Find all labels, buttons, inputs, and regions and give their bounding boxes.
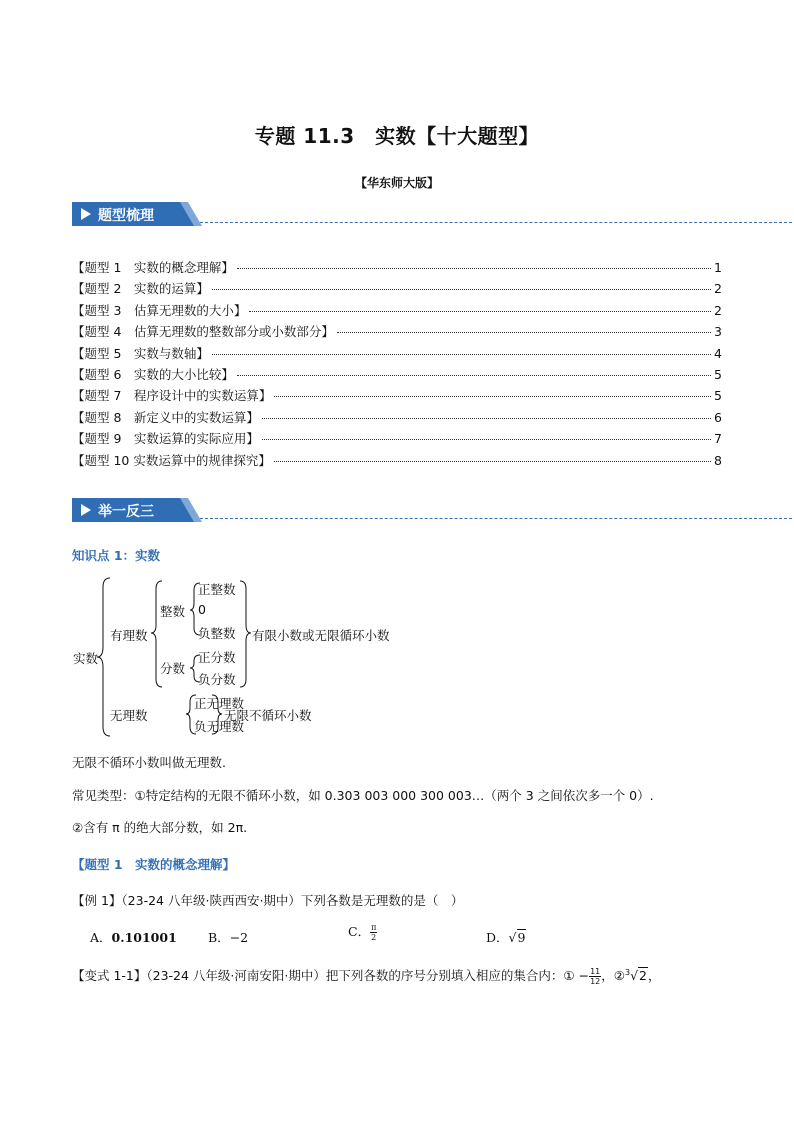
tree-pos-frac: 正分数 xyxy=(198,650,236,665)
toc-item-label: 【题型 5 实数与数轴】 xyxy=(72,345,209,361)
tree-pos-int: 正整数 xyxy=(198,582,236,597)
common-type-2: ②含有 π 的绝大部分数，如 2π. xyxy=(72,820,248,835)
variant-1-1 xyxy=(72,966,661,986)
toc-item-page: 1 xyxy=(714,260,722,275)
classification-tree xyxy=(70,575,470,745)
toc-item[interactable] xyxy=(72,322,722,343)
toc-item-page: 6 xyxy=(714,409,722,425)
toc-item-label: 【题型 6 实数的大小比较】 xyxy=(72,366,234,382)
irrational-definition: 无限不循环小数叫做无理数. xyxy=(72,755,226,770)
toc-item-label: 【题型 9 实数运算的实际应用】 xyxy=(72,431,259,447)
minus-sign: − xyxy=(578,968,590,983)
toc-item[interactable] xyxy=(72,301,722,322)
option-c[interactable] xyxy=(348,922,377,942)
tree-fraction: 分数 xyxy=(160,661,186,676)
option-a-value: 0.101001 xyxy=(111,930,177,945)
section-label: 题型梳理 xyxy=(98,208,154,224)
toc-item-label: 【题型 4 估算无理数的整数部分或小数部分】 xyxy=(72,324,334,340)
toc-item[interactable] xyxy=(72,386,722,407)
tree-neg-int: 负整数 xyxy=(198,626,236,641)
type1-heading: 【题型 1 实数的概念理解】 xyxy=(72,857,236,872)
example-1: 【例 1】（23-24 八年级·陕西西安·期中）下列各数是无理数的是（ ） xyxy=(72,893,464,908)
table-of-contents xyxy=(72,258,722,472)
toc-item[interactable] xyxy=(72,344,722,365)
common-type-1: 常见类型：①特定结构的无限不循环小数，如 0.303 003 000 300 003…（两个 3 之间依次多一个 0）. xyxy=(72,788,654,803)
option-a-label: A． xyxy=(90,930,112,945)
toc-item[interactable] xyxy=(72,451,722,472)
option-b-label: B． xyxy=(208,930,230,945)
dashed-divider xyxy=(200,518,792,519)
tree-root: 实数 xyxy=(73,651,99,666)
toc-item-page: 3 xyxy=(714,324,722,340)
toc-item[interactable] xyxy=(72,429,722,450)
section-label: 举一反三 xyxy=(98,504,154,520)
toc-item[interactable] xyxy=(72,279,722,300)
tree-zero: 0 xyxy=(198,602,206,617)
tree-irrational-desc: 无限不循环小数 xyxy=(224,708,312,723)
knowledge-heading: 知识点 1：实数 xyxy=(72,548,161,563)
dashed-divider xyxy=(200,222,792,223)
option-d-label: D． xyxy=(486,930,509,945)
toc-item-label: 【题型 1 实数的概念理解】 xyxy=(72,260,234,275)
variant-fraction: $\frac{11}{12}$ xyxy=(590,967,601,986)
toc-item-label: 【题型 3 估算无理数的大小】 xyxy=(72,302,247,318)
variant-end: ， xyxy=(647,968,661,983)
toc-item[interactable] xyxy=(72,365,722,386)
tree-neg-irr: 负无理数 xyxy=(194,719,245,734)
option-c-label: C． xyxy=(348,924,371,939)
play-icon xyxy=(81,208,91,220)
toc-item[interactable] xyxy=(72,258,722,279)
toc-item-page: 5 xyxy=(714,388,722,404)
tree-rational-desc: 有限小数或无限循环小数 xyxy=(252,628,390,643)
page-title: 专题 11.3 实数【十大题型】 xyxy=(254,124,540,148)
toc-item-label: 【题型 2 实数的运算】 xyxy=(72,281,209,297)
option-d[interactable] xyxy=(486,928,526,946)
toc-item-page: 8 xyxy=(714,452,722,468)
toc-item-page: 7 xyxy=(714,431,722,447)
toc-item-page: 2 xyxy=(714,302,722,318)
tree-pos-irr: 正无理数 xyxy=(194,696,245,711)
edition-label: 【华东师大版】 xyxy=(354,176,439,190)
tree-irrational: 无理数 xyxy=(110,708,148,723)
toc-item-page: 5 xyxy=(714,366,722,382)
tree-rational: 有理数 xyxy=(110,628,148,643)
variant-cube-root: $^3$√2 xyxy=(624,967,647,983)
option-a[interactable] xyxy=(90,928,177,946)
variant-mid: ，② xyxy=(601,968,625,983)
option-c-fraction: $\frac{\pi}{2}$ xyxy=(371,923,377,942)
play-icon xyxy=(81,504,91,516)
option-d-sqrt: √9 xyxy=(508,930,526,945)
tree-neg-frac: 负分数 xyxy=(198,672,236,687)
toc-item-page: 4 xyxy=(714,345,722,361)
option-b[interactable] xyxy=(208,928,248,946)
tree-integer: 整数 xyxy=(160,604,186,619)
toc-item-label: 【题型 8 新定义中的实数运算】 xyxy=(72,409,259,425)
variant-text: 【变式 1-1】（23-24 八年级·河南安阳·期中）把下列各数的序号分别填入相应的集合内：① xyxy=(72,968,575,983)
toc-item-page: 2 xyxy=(714,281,722,297)
toc-item-label: 【题型 10 实数运算中的规律探究】 xyxy=(72,452,271,468)
toc-item-label: 【题型 7 程序设计中的实数运算】 xyxy=(72,388,272,404)
toc-item[interactable] xyxy=(72,408,722,429)
option-b-value: −2 xyxy=(229,930,249,945)
